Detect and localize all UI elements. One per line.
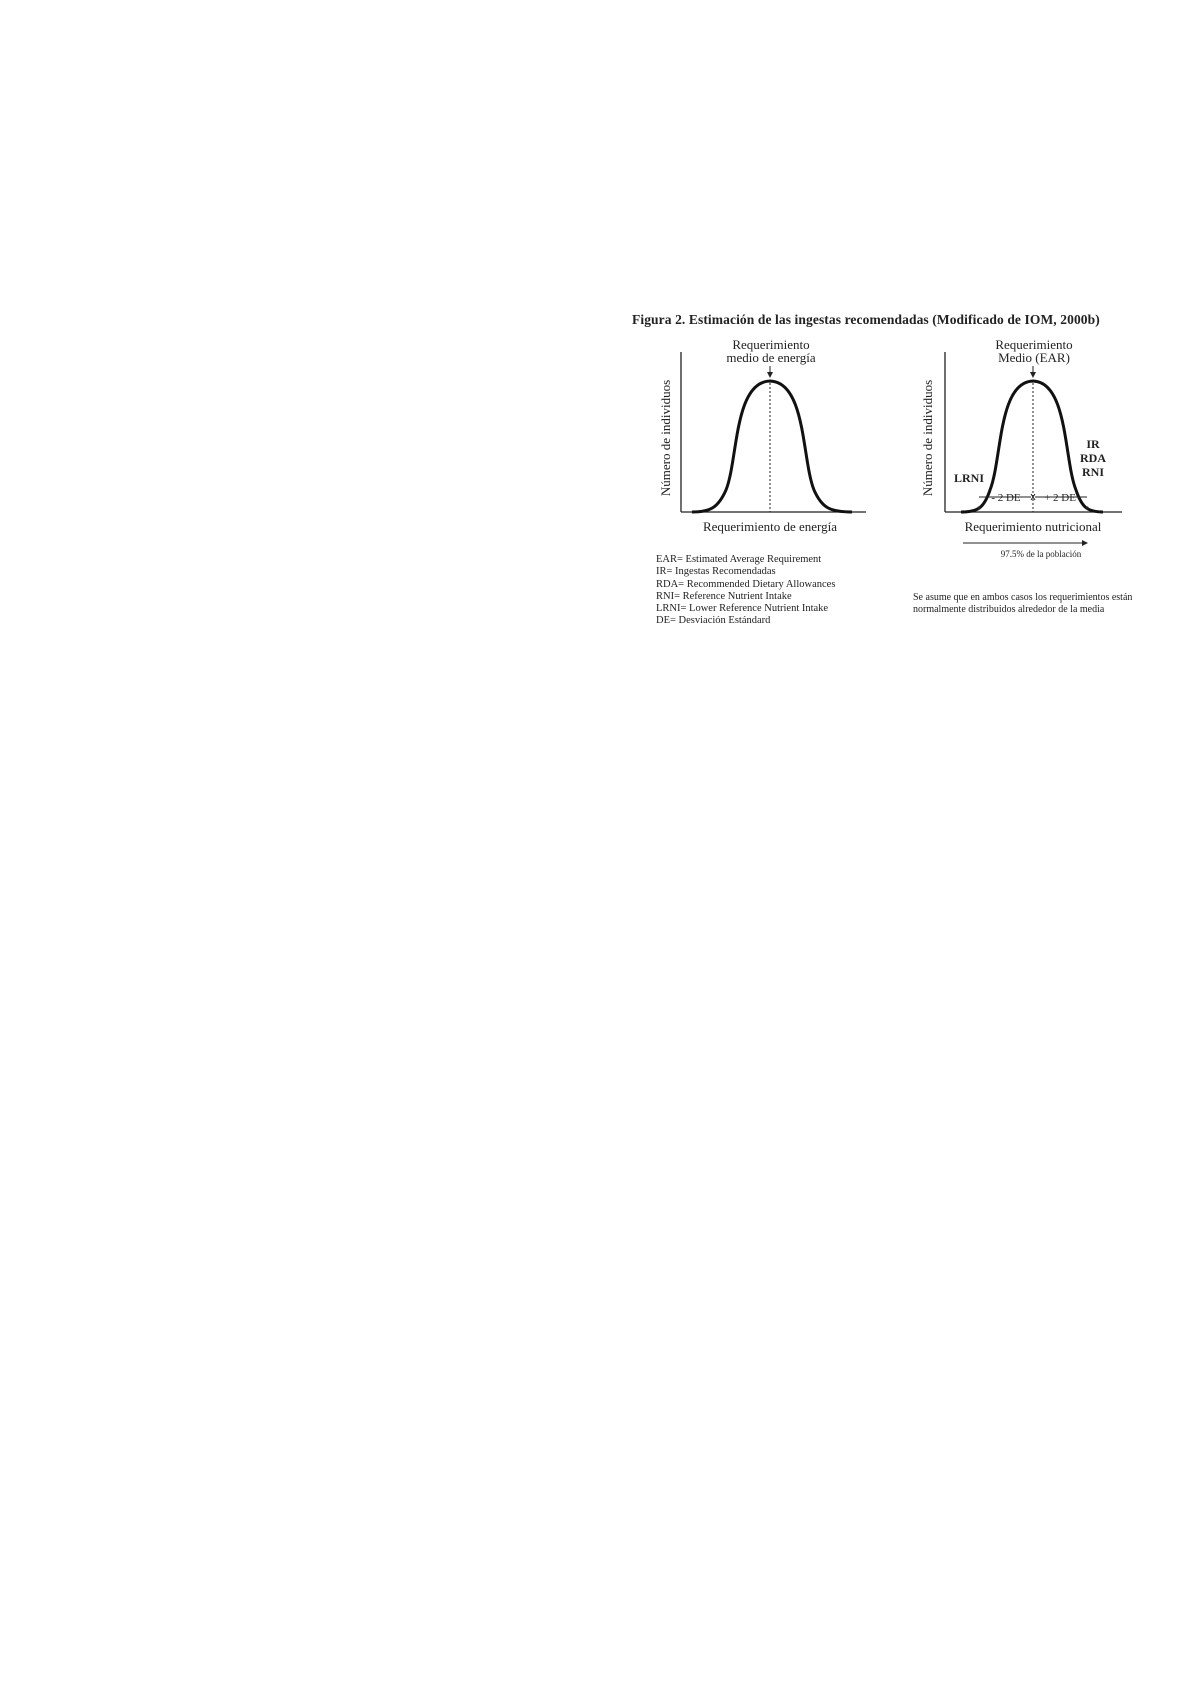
right-peak-label-line2: Medio (EAR): [998, 350, 1070, 365]
right-peak-label-line1: Requerimiento: [995, 337, 1073, 352]
left-peak-label-line2: medio de energía: [726, 350, 816, 365]
legend-item: LRNI= Lower Reference Nutrient Intake: [656, 603, 829, 615]
legend-item: RDA= Recommended Dietary Allowances: [656, 578, 836, 590]
lrni-marker: [977, 506, 980, 509]
figure-title: Figura 2. Estimación de las ingestas recomendadas (Modificado de IOM, 2000b): [632, 312, 1100, 327]
rda-label: RDA: [1080, 451, 1106, 465]
plus-de-label: + 2 DE: [1044, 492, 1076, 504]
left-panel: [658, 337, 866, 534]
minus-de-label: - 2 DE: [991, 492, 1021, 504]
lrni-label: LRNI: [953, 471, 985, 485]
right-bell-curve: [961, 381, 1103, 512]
left-y-axis-label: Número de individuos: [658, 379, 673, 497]
left-peak-label-line1: Requerimiento: [732, 337, 810, 352]
population-label: 97.5% de la población: [1000, 549, 1082, 559]
right-x-axis-label: Requerimiento nutricional: [964, 519, 1102, 534]
abbreviation-legend: [656, 554, 835, 628]
left-x-axis-label: Requerimiento de energía: [702, 519, 838, 534]
right-y-axis-label: Número de individuos: [920, 379, 935, 497]
ir-label: IR: [1086, 437, 1100, 451]
legend-item: EAR= Estimated Average Requirement: [656, 554, 822, 565]
distribution-note: Se asume que en ambos casos los requerimientos están normalmente distribuidos alrededor de la media: [913, 592, 1133, 616]
legend-item: RNI= Reference Nutrient Intake: [656, 590, 792, 602]
legend-item: IR= Ingestas Recomendadas: [656, 566, 776, 578]
right-panel: [920, 337, 1122, 559]
left-bell-curve: [692, 381, 852, 512]
rni-marker: [1085, 506, 1088, 509]
legend-item: DE= Desviación Estándard: [656, 615, 771, 627]
rni-label: RNI: [1081, 465, 1105, 479]
